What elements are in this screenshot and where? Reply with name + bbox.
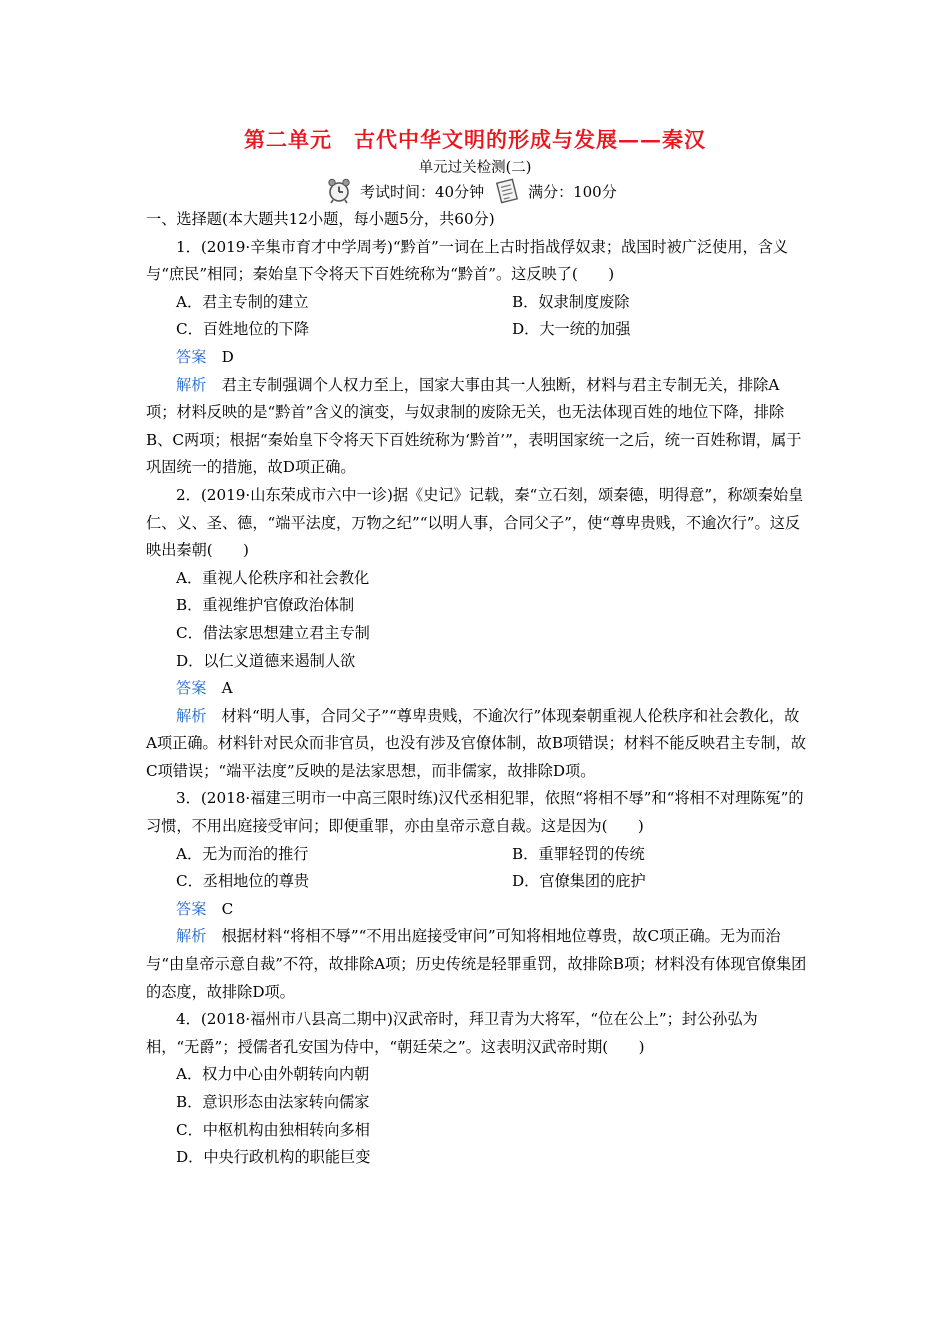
answer-value: A bbox=[221, 679, 233, 698]
alarm-clock-icon bbox=[326, 177, 352, 205]
analysis-label: 解析 bbox=[176, 706, 207, 725]
answer-label: 答案 bbox=[176, 347, 207, 366]
analysis-text: 材料“明人事，合同父子”“尊卑贵贱，不逾次行”体现秦朝重视人伦秩序和社会教化，故A项正确。材料针对民众而非官员，也没有涉及官僚体制，故B项错误；材料不能反映君主专制，故C项错误；“端平法度”反映的是法家思想，而非儒家，故排除D项。 bbox=[146, 706, 807, 780]
question-3-option-a: A．无为而治的推行 bbox=[176, 844, 309, 863]
analysis-text: 君主专制强调个人权力至上，国家大事由其一人独断，材料与君主专制无关，排除A项；材料反映的是“黔首”含义的演变，与奴隶制的废除无关，也无法体现百姓的地位下降，排除B、C两项；根据“秦始皇下令将天下百姓统称为‘黔首’”，表明国家统一之后，统一百姓称谓，属于巩固统一的措施，故D项正确。 bbox=[146, 375, 802, 477]
question-4-option-c: C．中枢机构由独相转向多相 bbox=[176, 1120, 370, 1139]
question-3-analysis bbox=[146, 923, 808, 1006]
question-4-stem: 4．(2018·福州市八县高二期中)汉武帝时，拜卫青为大将军，“位在公上”；封公孙弘为相，“无爵”；授儒者孔安国为侍中，“朝廷荣之”。这表明汉武帝时期( ) bbox=[146, 1010, 758, 1056]
question-3-options-row-1 bbox=[146, 841, 808, 869]
question-1-option-c: C．百姓地位的下降 bbox=[176, 320, 310, 339]
exam-paper-icon bbox=[494, 178, 520, 204]
page-title: 第二单元 古代中华文明的形成与发展——秦汉 bbox=[244, 127, 706, 152]
question-1-option-b: B．奴隶制度废除 bbox=[512, 292, 630, 311]
question-2-option-a: A．重视人伦秩序和社会教化 bbox=[176, 568, 370, 587]
exam-time: 考试时间：40分钟 bbox=[360, 182, 485, 201]
analysis-label: 解析 bbox=[176, 375, 207, 394]
question-3-option-b: B．重罪轻罚的传统 bbox=[512, 844, 645, 863]
question-2-answer bbox=[146, 675, 808, 703]
section-heading: 一、选择题(本大题共12小题，每小题5分，共60分) bbox=[146, 210, 495, 228]
answer-value: C bbox=[221, 899, 234, 918]
question-2-option-b: B．重视维护官僚政治体制 bbox=[176, 596, 355, 615]
question-2-stem: 2．(2019·山东荣成市六中一诊)据《史记》记载，秦“立石刻，颂秦德，明得意”，称颂秦始皇仁、义、圣、德，“端平法度，万物之纪”“以明人事，合同父子”，使“尊卑贵贱，不逾次行”。这反映出秦朝( ) bbox=[146, 485, 804, 560]
answer-value: D bbox=[221, 347, 234, 366]
question-1-option-d: D．大一统的加强 bbox=[512, 320, 631, 339]
question-4-option-b: B．意识形态由法家转向儒家 bbox=[176, 1093, 370, 1111]
question-3-option-c: C．丞相地位的尊贵 bbox=[176, 872, 310, 891]
question-4-option-d: D．中央行政机构的职能巨变 bbox=[176, 1148, 371, 1167]
answer-label: 答案 bbox=[176, 679, 207, 698]
question-1-options-row-2 bbox=[146, 316, 808, 344]
analysis-text: 根据材料“将相不辱”“不用出庭接受审问”可知将相地位尊贵，故C项正确。无为而治与“由皇帝示意自裁”不符，故排除A项；历史传统是轻罪重罚，故排除B项；材料没有体现官僚集团的态度，故排除D项。 bbox=[146, 927, 807, 1001]
question-3-stem: 3．(2018·福建三明市一中高三限时练)汉代丞相犯罪，依照“将相不辱”和“将相不对理陈冤”的习惯，不用出庭接受审问；即便重罪，亦由皇帝示意自裁。这是因为( ) bbox=[146, 789, 804, 836]
question-2-analysis bbox=[146, 703, 808, 786]
question-1-answer bbox=[146, 344, 808, 372]
question-3-option-d: D．官僚集团的庇护 bbox=[512, 872, 646, 891]
question-3-options-row-2 bbox=[146, 868, 808, 896]
question-1-stem: 1．(2019·辛集市育才中学周考)“黔首”一词在上古时指战俘奴隶；战国时被广泛使用，含义与“庶民”相同；秦始皇下令将天下百姓统称为“黔首”。这反映了( ) bbox=[146, 237, 789, 284]
page-subtitle: 单元过关检测(二) bbox=[418, 160, 532, 176]
question-1-options-row-1 bbox=[146, 289, 808, 317]
answer-label: 答案 bbox=[176, 899, 207, 918]
question-2-option-c: C．借法家思想建立君主专制 bbox=[176, 623, 370, 642]
question-1-analysis bbox=[146, 372, 808, 482]
question-3-answer bbox=[146, 896, 808, 924]
question-1-option-a: A．君主专制的建立 bbox=[176, 292, 309, 311]
question-4-option-a: A．权力中心由外朝转向内朝 bbox=[176, 1065, 370, 1084]
exam-meta bbox=[326, 176, 617, 206]
analysis-label: 解析 bbox=[176, 927, 207, 946]
question-list bbox=[146, 206, 808, 1172]
question-2-option-d: D．以仁义道德来遏制人欲 bbox=[176, 651, 356, 670]
exam-score: 满分：100分 bbox=[528, 182, 617, 201]
